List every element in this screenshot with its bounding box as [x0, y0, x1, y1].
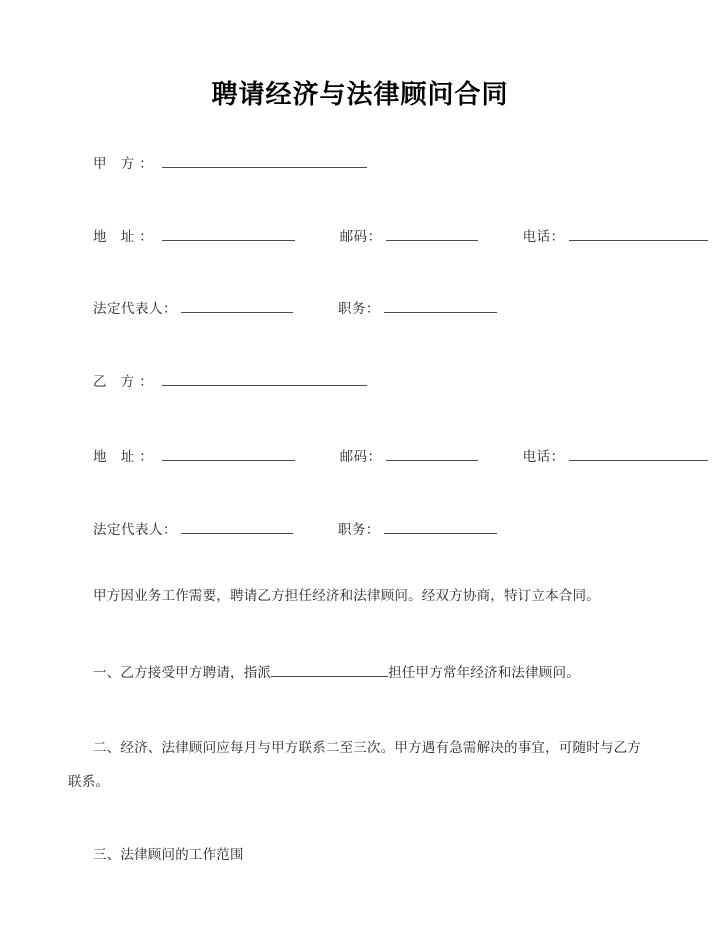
- party-a-representative-row: [93, 297, 497, 319]
- party-a-phone-label: 电话：: [522, 229, 565, 245]
- clause-two-paragraph: 二、经济、法律顾问应每月与甲方联系二至三次。甲方遇有急需解决的事宜，可随时与乙方联系。: [68, 740, 641, 790]
- party-a-address-field[interactable]: [162, 225, 295, 241]
- party-a-name-field[interactable]: [162, 152, 367, 168]
- party-a-position-field[interactable]: [384, 297, 497, 313]
- party-a-zip-field[interactable]: [386, 225, 478, 241]
- party-b-representative-label: 法定代表人：: [93, 522, 177, 538]
- party-a-position-label: 职务：: [337, 301, 380, 317]
- clause-three-paragraph: 三、法律顾问的工作范围: [93, 847, 244, 863]
- party-b-zip-field[interactable]: [386, 445, 478, 461]
- party-b-address-label: 地 址：: [93, 449, 158, 465]
- party-a-contact-row: [93, 225, 708, 247]
- party-a-zip-label: 邮码：: [339, 229, 382, 245]
- clause-one-paragraph: [93, 656, 645, 690]
- party-a-representative-label: 法定代表人：: [93, 301, 177, 317]
- party-a-address-label: 地 址：: [93, 229, 158, 245]
- clause-one-text-after: 担任甲方常年经济和法律顾问。: [388, 665, 580, 681]
- party-b-position-field[interactable]: [384, 518, 497, 534]
- page-title: 聘请经济与法律顾问合同: [211, 80, 509, 110]
- party-b-contact-row: [93, 445, 708, 467]
- party-b-zip-label: 邮码：: [339, 449, 382, 465]
- party-b-name-label: 乙 方：: [93, 374, 158, 390]
- party-b-representative-row: [93, 518, 497, 540]
- party-b-name-row: [93, 370, 367, 392]
- preamble-paragraph: 甲方因业务工作需要，聘请乙方担任经济和法律顾问。经双方协商，特订立本合同。: [93, 588, 600, 604]
- party-b-position-label: 职务：: [337, 522, 380, 538]
- party-b-phone-field[interactable]: [569, 445, 708, 461]
- party-b-address-field[interactable]: [162, 445, 295, 461]
- party-b-representative-field[interactable]: [181, 518, 293, 534]
- clause-one-text-before: 一、乙方接受甲方聘请，指派: [93, 665, 272, 681]
- party-a-representative-field[interactable]: [181, 297, 293, 313]
- party-b-name-field[interactable]: [162, 370, 367, 386]
- party-b-phone-label: 电话：: [522, 449, 565, 465]
- party-a-name-row: [93, 152, 367, 174]
- clause-one-appointee-field[interactable]: [271, 661, 388, 677]
- party-a-name-label: 甲 方：: [93, 156, 158, 172]
- party-a-phone-field[interactable]: [569, 225, 708, 241]
